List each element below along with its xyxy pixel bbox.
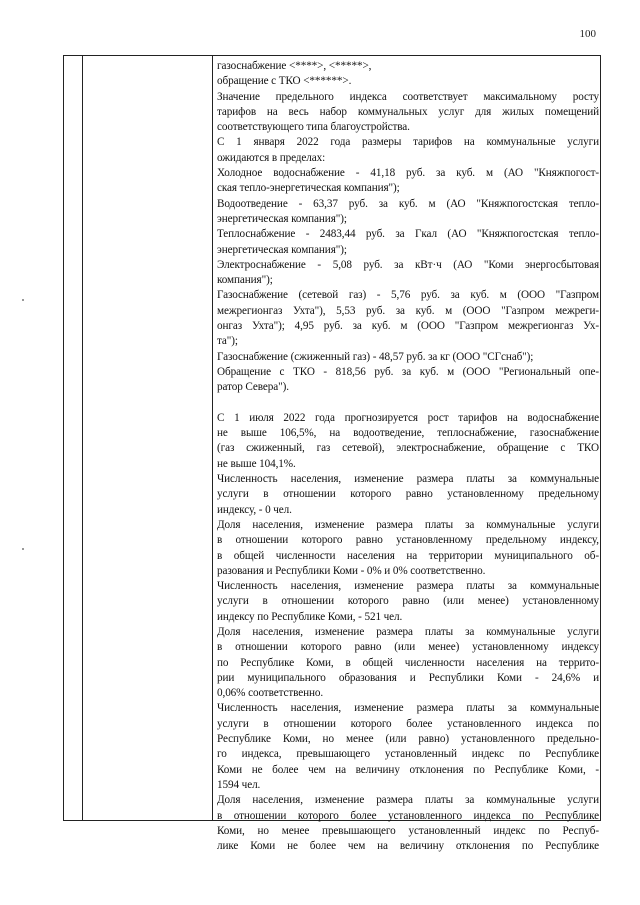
document-table [63, 55, 601, 853]
paragraph-gap [217, 396, 599, 411]
table-column-description [217, 59, 599, 853]
text-line: по Республике Коми, в общей численности населения на террито- [217, 656, 599, 669]
text-line: Газоснабжение (сетевой газ) - 5,76 руб. за куб. м (ООО "Газпром [217, 289, 599, 302]
text-line: услуги в отношении которого равно установленному предельному [217, 488, 599, 501]
table-column-number [64, 56, 83, 820]
text-line: ская тепло-энергетическая компания"); [217, 182, 400, 195]
text-line: Холодное водоснабжение - 41,18 руб. за куб. м (АО "Княжпогост- [217, 167, 599, 180]
text-line: Электроснабжение - 5,08 руб. за кВт·ч (АО "Коми энергосбытовая [217, 258, 599, 271]
text-line: в общей численности населения на территории муниципального об- [217, 549, 599, 562]
scan-speck [22, 548, 24, 550]
text-line: (газ сжиженный, газ сетевой), электроснабжение, обращение с ТКО [217, 442, 599, 455]
text-line: 0,06% соответственно. [217, 687, 324, 700]
text-line: го индекса, превышающего установленный индекс по Республике [217, 748, 599, 761]
text-line: в отношении которого равно (или менее) установленному индексу [217, 641, 599, 654]
text-line: Республике Коми, но менее (или равно) установленного предельно- [217, 733, 599, 746]
text-line: Водоотведение - 63,37 руб. за куб. м (АО "Княжпогостская тепло- [217, 197, 599, 210]
text-line: Газоснабжение (сжиженный газ) - 48,57 руб. за кг (ООО "СГснаб"); [217, 350, 534, 363]
text-line: компания"); [217, 274, 273, 287]
text-line: ожидаются в пределах: [217, 151, 326, 164]
text-line: индексу, - 0 чел. [217, 503, 292, 516]
text-line: обращение с ТКО <******>. [217, 75, 352, 88]
text-line: газоснабжение <****>, <*****>, [217, 60, 372, 72]
text-line: тарифов на весь набор коммунальных услуг для жилых помещений [217, 105, 599, 118]
text-line: в отношении которого равно установленному предельному индексу, [217, 534, 599, 547]
scan-speck [22, 299, 24, 301]
text-line: Численность населения, изменение размера платы за коммунальные [217, 473, 599, 486]
text-line: рии муниципального образования и Республики Коми - 24,6% и [217, 671, 599, 684]
text-line: соответствующего типа благоустройства. [217, 121, 410, 134]
text-line: лике Коми не более чем на величину отклонения по Республике [217, 840, 599, 853]
text-line: Доля населения, изменение размера платы за коммунальные услуги [217, 518, 599, 531]
text-line: ратор Севера"). [217, 381, 289, 394]
text-line: та"); [217, 335, 238, 348]
text-line: Значение предельного индекса соответствует максимальному росту [217, 90, 599, 103]
text-line: онгаз Ухта"); 4,95 руб. за куб. м (ООО "Газпром межрегионгаз Ух- [217, 320, 599, 333]
page-number: 100 [579, 28, 596, 40]
text-line: межрегионгаз Ухта"), 5,53 руб. за куб. м (ООО "Газпром межреги- [217, 304, 599, 317]
text-line: С 1 июля 2022 года прогнозируется рост тарифов на водоснабжение [217, 411, 599, 424]
text-line: услуги в отношении которого равно (или менее) установленному [217, 595, 599, 608]
text-line: услуги в отношении которого более установленного индекса по [217, 717, 599, 730]
text-line: Доля населения, изменение размера платы за коммунальные услуги [217, 794, 599, 807]
text-line: индексу по Республике Коми, - 521 чел. [217, 610, 403, 623]
text-line: Обращение с ТКО - 818,56 руб. за куб. м (ООО "Региональный опе- [217, 365, 599, 378]
table-column-indicator [82, 56, 213, 820]
text-line: в отношении которого более установленного индекса по Республике [217, 809, 599, 822]
text-line: энергетическая компания"); [217, 243, 347, 256]
text-line: Коми не более чем на величину отклонения по Республике Коми, - [217, 763, 599, 776]
text-line: разования и Республики Коми - 0% и 0% соответственно. [217, 564, 486, 577]
text-line: энергетическая компания"); [217, 212, 347, 225]
text-line: Численность населения, изменение размера платы за коммунальные [217, 580, 599, 593]
text-line: не выше 104,1%. [217, 457, 296, 470]
text-line: С 1 января 2022 года размеры тарифов на коммунальные услуги [217, 136, 599, 149]
text-line: 1594 чел. [217, 778, 261, 791]
text-line: не выше 106,5%, на водоотведение, теплоснабжение, газоснабжение [217, 427, 599, 440]
text-line: Численность населения, изменение размера платы за коммунальные [217, 702, 599, 715]
text-line: Теплоснабжение - 2483,44 руб. за Гкал (АО "Княжпогостская тепло- [217, 228, 599, 241]
text-line: Доля населения, изменение размера платы за коммунальные услуги [217, 625, 599, 638]
text-line: Коми, но менее превышающего установленный индекс по Респуб- [217, 824, 599, 837]
